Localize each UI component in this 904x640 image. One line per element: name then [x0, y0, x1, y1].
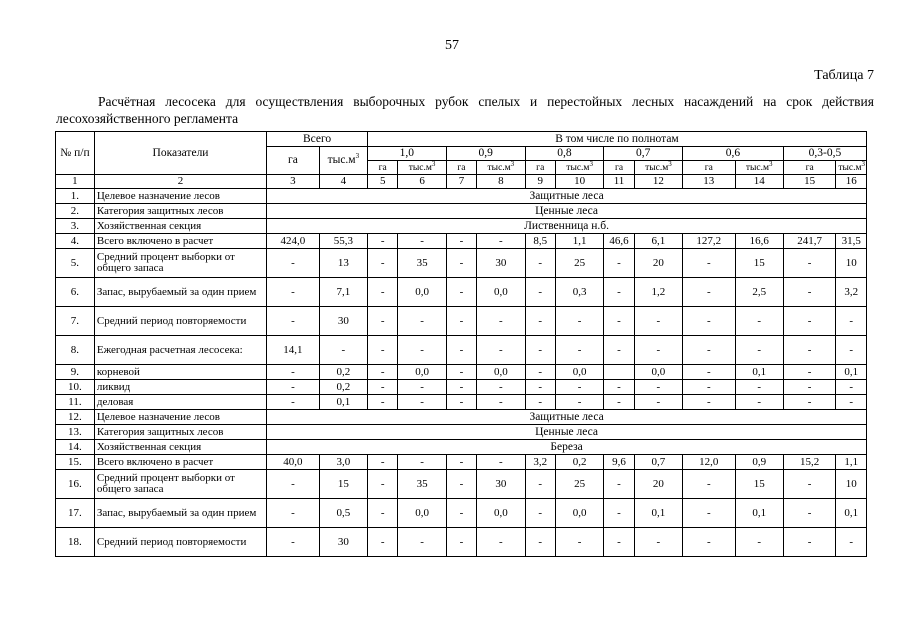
row-value: 0,0 [398, 499, 446, 528]
header-density: 0,6 [683, 147, 784, 161]
row-value: 424,0 [267, 234, 320, 249]
row-value: 15 [735, 470, 783, 499]
row-value: - [477, 336, 525, 365]
row-value: - [319, 336, 367, 365]
row-value: - [446, 249, 476, 278]
table-row [56, 528, 867, 557]
row-label: Целевое назначение лесов [94, 189, 266, 204]
row-value: 35 [398, 249, 446, 278]
row-value: - [735, 336, 783, 365]
row-label: Целевое назначение лесов [94, 410, 266, 425]
row-value: 10 [836, 470, 867, 499]
header-unit-ha: га [525, 161, 555, 175]
row-value: - [446, 528, 476, 557]
row-value: - [783, 278, 836, 307]
row-value: - [267, 307, 320, 336]
row-value: 0,1 [836, 365, 867, 380]
row-value: 15 [319, 470, 367, 499]
row-label: Хозяйственная секция [94, 440, 266, 455]
row-value: 20 [634, 249, 682, 278]
row-value: - [555, 307, 603, 336]
row-value: - [367, 307, 397, 336]
row-value: 0,1 [836, 499, 867, 528]
header-unit-ha: га [367, 161, 397, 175]
column-number: 4 [319, 175, 367, 189]
row-value: - [267, 499, 320, 528]
row-label: Запас, вырубаемый за один прием [94, 278, 266, 307]
row-value: - [836, 380, 867, 395]
row-value: - [604, 249, 634, 278]
row-value: - [604, 380, 634, 395]
row-value: - [367, 470, 397, 499]
header-unit-ha: га [683, 161, 736, 175]
column-number: 10 [555, 175, 603, 189]
row-value: - [267, 528, 320, 557]
row-value: 13 [319, 249, 367, 278]
row-value: - [683, 307, 736, 336]
row-value: 14,1 [267, 336, 320, 365]
row-value: - [525, 249, 555, 278]
row-value: - [783, 499, 836, 528]
column-number: 14 [735, 175, 783, 189]
row-value: - [367, 278, 397, 307]
row-value: 3,0 [319, 455, 367, 470]
row-value: - [555, 336, 603, 365]
row-value: 1,1 [836, 455, 867, 470]
row-number: 10. [56, 380, 95, 395]
row-value: 12,0 [683, 455, 736, 470]
table-caption: Расчётная лесосека для осуществления выборочных рубок спелых и перестойных лесных насаждений на срок действия лесохозяйственного регламента [56, 94, 874, 126]
row-number: 13. [56, 425, 95, 440]
row-value: 0,0 [398, 278, 446, 307]
row-value: - [683, 365, 736, 380]
table-row [56, 425, 867, 440]
column-number: 5 [367, 175, 397, 189]
row-label: ликвид [94, 380, 266, 395]
column-number: 12 [634, 175, 682, 189]
row-value: - [683, 499, 736, 528]
table-row [56, 204, 867, 219]
row-number: 18. [56, 528, 95, 557]
row-span-value: Береза [267, 440, 867, 455]
row-value: 0,0 [555, 365, 603, 380]
row-value: - [525, 395, 555, 410]
row-label: Средний процент выборки от общего запаса [94, 470, 266, 499]
row-value: - [398, 307, 446, 336]
header-density: 0,3-0,5 [783, 147, 866, 161]
column-number: 13 [683, 175, 736, 189]
row-value: 0,9 [735, 455, 783, 470]
row-value: - [367, 249, 397, 278]
row-value: - [783, 365, 836, 380]
table-row [56, 395, 867, 410]
row-label: Средний процент выборки от общего запаса [94, 249, 266, 278]
row-value: - [683, 278, 736, 307]
row-value: - [836, 336, 867, 365]
row-value: - [398, 395, 446, 410]
row-value: - [477, 528, 525, 557]
row-value: - [367, 365, 397, 380]
row-value: - [783, 528, 836, 557]
row-value: 25 [555, 249, 603, 278]
row-value: - [446, 470, 476, 499]
row-number: 12. [56, 410, 95, 425]
row-value: - [783, 395, 836, 410]
row-value: - [267, 470, 320, 499]
header-density: 0,7 [604, 147, 683, 161]
table-row [56, 234, 867, 249]
row-label: Всего включено в расчет [94, 455, 266, 470]
header-density: 0,9 [446, 147, 525, 161]
row-value: 10 [836, 249, 867, 278]
row-value: - [525, 470, 555, 499]
table-row [56, 470, 867, 499]
row-value: - [398, 528, 446, 557]
row-value: 6,1 [634, 234, 682, 249]
row-value: - [367, 528, 397, 557]
row-value: 20 [634, 470, 682, 499]
column-number: 15 [783, 175, 836, 189]
row-value: - [555, 395, 603, 410]
row-value: 40,0 [267, 455, 320, 470]
row-value: - [604, 307, 634, 336]
table-row [56, 307, 867, 336]
row-number: 4. [56, 234, 95, 249]
row-value: 0,0 [477, 278, 525, 307]
header-indicators: Показатели [94, 132, 266, 175]
row-number: 7. [56, 307, 95, 336]
row-value: 30 [477, 249, 525, 278]
header-total-ha: га [267, 147, 320, 175]
row-value: - [683, 470, 736, 499]
row-value: 1,1 [555, 234, 603, 249]
header-unit-m3: $тыс.м^3$ [477, 161, 525, 175]
table-row [56, 189, 867, 204]
row-span-value: Ценные леса [267, 204, 867, 219]
header-total-m3: $тыс.м^3$ [319, 147, 367, 175]
row-value: - [446, 455, 476, 470]
row-value: 241,7 [783, 234, 836, 249]
row-value: - [555, 528, 603, 557]
header-unit-m3: $тыс.м^3$ [398, 161, 446, 175]
row-value: 31,5 [836, 234, 867, 249]
table-row [56, 410, 867, 425]
row-label: Средний период повторяемости [94, 528, 266, 557]
row-label: Категория защитных лесов [94, 425, 266, 440]
row-value: 0,0 [477, 499, 525, 528]
row-value: - [604, 395, 634, 410]
row-value: - [477, 395, 525, 410]
row-value: - [634, 380, 682, 395]
table-header [56, 132, 867, 189]
row-value: 35 [398, 470, 446, 499]
row-value: 25 [555, 470, 603, 499]
row-value: - [525, 499, 555, 528]
row-label: корневой [94, 365, 266, 380]
row-value: - [783, 336, 836, 365]
row-value: - [267, 380, 320, 395]
column-number: 9 [525, 175, 555, 189]
row-value: 8,5 [525, 234, 555, 249]
row-value: 46,6 [604, 234, 634, 249]
row-value: - [398, 380, 446, 395]
column-number: 7 [446, 175, 476, 189]
row-number: 1. [56, 189, 95, 204]
row-number: 16. [56, 470, 95, 499]
row-value: 0,1 [735, 499, 783, 528]
row-value: - [446, 234, 476, 249]
table-row [56, 440, 867, 455]
row-value: 0,1 [735, 365, 783, 380]
row-label: Хозяйственная секция [94, 219, 266, 234]
row-value: - [634, 336, 682, 365]
row-value: - [783, 249, 836, 278]
row-value: 30 [319, 528, 367, 557]
page-number: 57 [445, 38, 459, 53]
row-value: - [634, 528, 682, 557]
header-unit-ha: га [446, 161, 476, 175]
column-number: 16 [836, 175, 867, 189]
table-row [56, 455, 867, 470]
row-value: 55,3 [319, 234, 367, 249]
table-label: Таблица 7 [814, 68, 874, 83]
table-row [56, 499, 867, 528]
header-no: № п/п [56, 132, 95, 175]
row-value: 0,0 [634, 365, 682, 380]
row-value: 0,0 [477, 365, 525, 380]
row-value: - [604, 528, 634, 557]
row-label: Категория защитных лесов [94, 204, 266, 219]
row-value: - [367, 455, 397, 470]
row-value: 0,0 [555, 499, 603, 528]
row-value: - [398, 336, 446, 365]
row-span-value: Ценные леса [267, 425, 867, 440]
row-value: - [525, 365, 555, 380]
row-span-value: Защитные леса [267, 410, 867, 425]
row-number: 3. [56, 219, 95, 234]
row-value: - [735, 528, 783, 557]
row-value: 30 [319, 307, 367, 336]
row-number: 9. [56, 365, 95, 380]
column-number: 1 [56, 175, 95, 189]
column-number: 3 [267, 175, 320, 189]
row-number: 14. [56, 440, 95, 455]
row-value: - [477, 307, 525, 336]
row-span-value: Лиственница н.б. [267, 219, 867, 234]
table-row [56, 380, 867, 395]
row-value: - [735, 395, 783, 410]
row-number: 8. [56, 336, 95, 365]
row-value: 30 [477, 470, 525, 499]
table-row [56, 365, 867, 380]
header-unit-m3: $тыс.м^3$ [555, 161, 603, 175]
row-value: 0,1 [634, 499, 682, 528]
row-value: - [367, 336, 397, 365]
row-value: 0,2 [319, 365, 367, 380]
row-value: - [634, 307, 682, 336]
row-value: - [398, 455, 446, 470]
row-value: 15,2 [783, 455, 836, 470]
row-value [604, 365, 634, 380]
row-value: 16,6 [735, 234, 783, 249]
row-value: - [555, 380, 603, 395]
row-value: - [683, 336, 736, 365]
row-value: - [367, 380, 397, 395]
row-value: - [683, 528, 736, 557]
row-number: 15. [56, 455, 95, 470]
row-value: 127,2 [683, 234, 736, 249]
row-number: 2. [56, 204, 95, 219]
row-number: 17. [56, 499, 95, 528]
row-value: 9,6 [604, 455, 634, 470]
row-label: Ежегодная расчетная лесосека: [94, 336, 266, 365]
row-label: деловая [94, 395, 266, 410]
header-unit-ha: га [604, 161, 634, 175]
row-value: - [735, 307, 783, 336]
row-value: - [525, 380, 555, 395]
row-value: - [683, 249, 736, 278]
row-value: - [398, 234, 446, 249]
row-value: - [267, 365, 320, 380]
row-value: - [446, 365, 476, 380]
header-including: В том числе по полнотам [367, 132, 866, 147]
row-value: - [783, 307, 836, 336]
row-value: 0,0 [398, 365, 446, 380]
row-value: 2,5 [735, 278, 783, 307]
row-value: - [367, 395, 397, 410]
row-value: 0,1 [319, 395, 367, 410]
row-number: 5. [56, 249, 95, 278]
column-number: 2 [94, 175, 266, 189]
row-value: - [477, 380, 525, 395]
header-unit-m3: $тыс.м^3$ [735, 161, 783, 175]
row-value: - [446, 380, 476, 395]
row-label: Запас, вырубаемый за один прием [94, 499, 266, 528]
row-value: - [604, 278, 634, 307]
allowable-cut-table [55, 131, 867, 557]
table-body [56, 189, 867, 557]
row-value: - [367, 234, 397, 249]
header-unit-m3: $тыс.м^3$ [836, 161, 867, 175]
row-value: - [525, 278, 555, 307]
row-span-value: Защитные леса [267, 189, 867, 204]
row-value: 3,2 [525, 455, 555, 470]
row-value: - [683, 395, 736, 410]
row-value: 0,2 [555, 455, 603, 470]
row-number: 6. [56, 278, 95, 307]
row-value: 0,7 [634, 455, 682, 470]
row-value: 0,3 [555, 278, 603, 307]
row-value: 1,2 [634, 278, 682, 307]
table-row [56, 219, 867, 234]
row-value: - [446, 499, 476, 528]
row-value: 7,1 [319, 278, 367, 307]
table-row [56, 278, 867, 307]
header-density: 1,0 [367, 147, 446, 161]
row-number: 11. [56, 395, 95, 410]
row-value: - [634, 395, 682, 410]
row-value: - [525, 307, 555, 336]
row-label: Всего включено в расчет [94, 234, 266, 249]
row-value: - [267, 278, 320, 307]
row-value: - [604, 336, 634, 365]
column-number: 11 [604, 175, 634, 189]
table-row [56, 336, 867, 365]
table-row [56, 249, 867, 278]
row-value: - [446, 336, 476, 365]
row-value: - [836, 528, 867, 557]
row-value: - [836, 307, 867, 336]
row-value: - [477, 455, 525, 470]
row-value: - [367, 499, 397, 528]
row-value: - [446, 307, 476, 336]
row-value: - [604, 470, 634, 499]
row-value: - [446, 278, 476, 307]
row-value: - [525, 336, 555, 365]
row-value: 15 [735, 249, 783, 278]
column-number: 6 [398, 175, 446, 189]
header-density: 0,8 [525, 147, 604, 161]
row-value: - [446, 395, 476, 410]
row-label: Средний период повторяемости [94, 307, 266, 336]
row-value: - [683, 380, 736, 395]
row-value: - [836, 395, 867, 410]
row-value: - [267, 395, 320, 410]
column-number: 8 [477, 175, 525, 189]
row-value: - [525, 528, 555, 557]
header-unit-m3: $тыс.м^3$ [634, 161, 682, 175]
row-value: - [783, 470, 836, 499]
header-unit-ha: га [783, 161, 836, 175]
row-value: - [604, 499, 634, 528]
row-value: - [735, 380, 783, 395]
row-value: 0,2 [319, 380, 367, 395]
row-value: - [477, 234, 525, 249]
row-value: 0,5 [319, 499, 367, 528]
row-value: - [267, 249, 320, 278]
header-total: Всего [267, 132, 368, 147]
row-value: 3,2 [836, 278, 867, 307]
row-value: - [783, 380, 836, 395]
